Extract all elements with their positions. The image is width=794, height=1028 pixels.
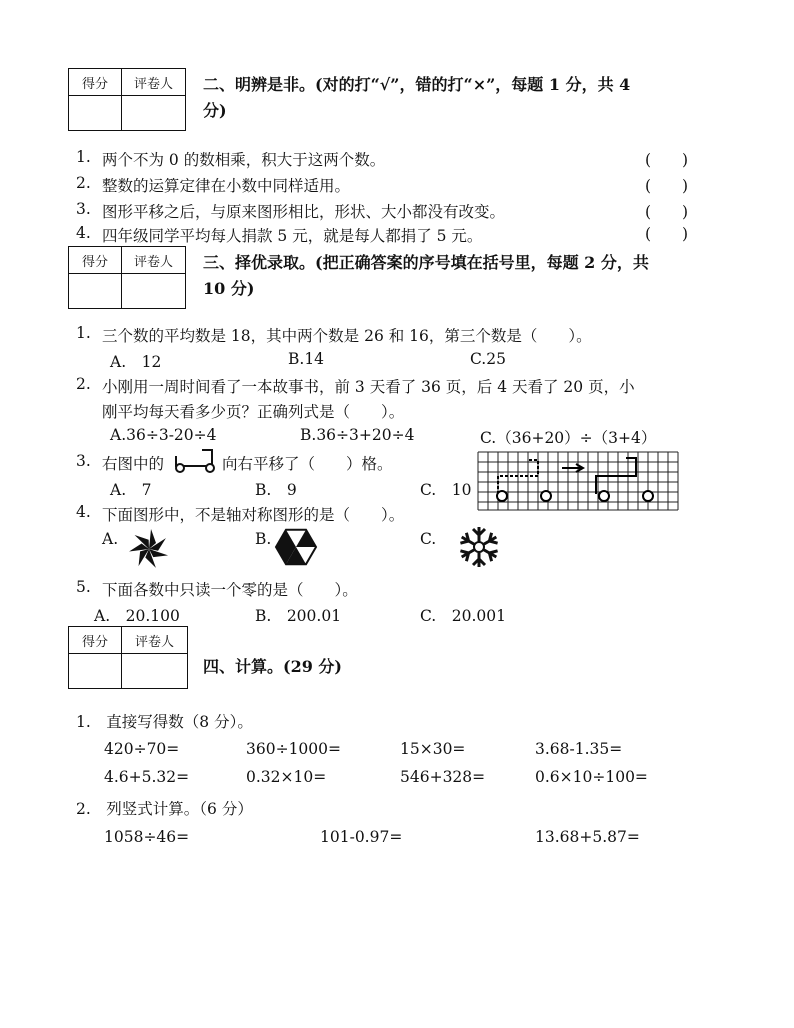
mc-question-5: 下面各数中只读一个零的是（ ）。 (102, 581, 358, 599)
mc-question-1: 三个数的平均数是 18，其中两个数是 26 和 16，第三个数是（ ）。 (102, 327, 592, 345)
grader-label: 评卷人 (122, 247, 186, 274)
tf-question-3: 图形平移之后，与原来图形相比，形状、大小都没有改变。 (102, 203, 506, 221)
mc-question-2: 小刚用一周时间看了一本故事书，前 3 天看了 36 页，后 4 天看了 20 页，小 (102, 378, 635, 396)
mc-question-2-cont: 刚平均每天看多少页？正确列式是（ ）。 (102, 403, 405, 421)
section2-title: 二、明辨是非。(对的打“√”，错的打“×”，每题 1 分，共 4 (203, 75, 631, 94)
calc-item: 0.32×10= (246, 768, 327, 786)
section2-title-cont: 分) (203, 101, 227, 120)
grader-label: 评卷人 (122, 627, 188, 654)
calc-item: 0.6×10÷100= (535, 768, 648, 786)
mc1-option-a: A. 12 (110, 353, 162, 371)
calc-item: 420÷70= (104, 740, 180, 758)
tf-question-2: 整数的运算定律在小数中同样适用。 (102, 177, 351, 195)
mc5-option-a: A. 20.100 (94, 607, 180, 625)
mc1-option-b: B.14 (288, 350, 325, 368)
mc4-option-b: B. (255, 530, 272, 548)
mc-num-4: 4. (76, 503, 91, 521)
mc-question-3-pre: 右图中的 (102, 455, 165, 473)
section3-title-cont: 10 分) (203, 279, 255, 298)
mc-num-2: 2. (76, 375, 91, 393)
grader-cell[interactable] (122, 274, 186, 309)
translation-grid-figure (476, 450, 682, 512)
calc-item: 3.68-1.35= (535, 740, 623, 758)
mc-question-3-post: 向右平移了（ ）格。 (222, 455, 393, 473)
score-box (68, 246, 186, 309)
score-label: 得分 (69, 627, 122, 654)
calc-item: 360÷1000= (246, 740, 342, 758)
calc-sub1-label: 1. 直接写得数（8 分）。 (76, 713, 253, 731)
tf-question-1: 两个不为 0 的数相乘，积大于这两个数。 (102, 151, 386, 169)
calc-sub2-label: 2. 列竖式计算。（6 分） (76, 800, 253, 818)
mc-num-3: 3. (76, 452, 91, 470)
mc3-option-b: B. 9 (255, 481, 297, 499)
mc-question-4: 下面图形中，不是轴对称图形的是（ ）。 (102, 506, 405, 524)
tf-num-1: 1. (76, 148, 91, 166)
calc-item: 4.6+5.32= (104, 768, 190, 786)
calc-item: 101-0.97= (320, 828, 403, 846)
tf-answer-3[interactable]: ( ) (645, 203, 689, 221)
tf-num-4: 4. (76, 224, 91, 242)
tf-num-2: 2. (76, 174, 91, 192)
score-label: 得分 (69, 247, 122, 274)
grader-cell[interactable] (122, 654, 188, 689)
snowflake-shape-icon (456, 522, 502, 572)
tf-answer-1[interactable]: ( ) (645, 151, 689, 169)
score-label: 得分 (69, 69, 122, 96)
tf-answer-2[interactable]: ( ) (645, 177, 689, 195)
tf-num-3: 3. (76, 200, 91, 218)
calc-item: 13.68+5.87= (535, 828, 640, 846)
grader-cell[interactable] (122, 96, 186, 131)
score-cell[interactable] (69, 96, 122, 131)
mc3-option-c: C. 10 (420, 481, 472, 499)
score-cell[interactable] (69, 654, 122, 689)
mc2-option-b: B.36÷3+20÷4 (300, 426, 415, 444)
pinwheel-shape-icon (126, 526, 172, 572)
calc-item: 1058÷46= (104, 828, 190, 846)
mc4-option-a: A. (102, 530, 119, 548)
mc-num-5: 5. (76, 578, 91, 596)
tf-question-4: 四年级同学平均每人捐款 5 元，就是每人都捐了 5 元。 (102, 227, 483, 245)
mc2-option-c: C.（36+20）÷（3+4） (480, 429, 657, 447)
hexagon-shape-icon (274, 526, 318, 568)
mc5-option-b: B. 200.01 (255, 607, 342, 625)
score-box (68, 626, 188, 689)
score-box (68, 68, 186, 131)
scooter-shape-icon (172, 446, 220, 474)
mc-num-1: 1. (76, 324, 91, 342)
mc4-option-c: C. (420, 530, 437, 548)
calc-item: 546+328= (400, 768, 486, 786)
section3-title: 三、择优录取。(把正确答案的序号填在括号里，每题 2 分，共 (203, 253, 649, 272)
mc5-option-c: C. 20.001 (420, 607, 506, 625)
tf-answer-4[interactable]: ( ) (645, 225, 689, 243)
grader-label: 评卷人 (122, 69, 186, 96)
mc3-option-a: A. 7 (110, 481, 152, 499)
score-cell[interactable] (69, 274, 122, 309)
mc2-option-a: A.36÷3-20÷4 (110, 426, 217, 444)
calc-item: 15×30= (400, 740, 466, 758)
section4-title: 四、计算。(29 分) (203, 657, 342, 676)
mc1-option-c: C.25 (470, 350, 506, 368)
